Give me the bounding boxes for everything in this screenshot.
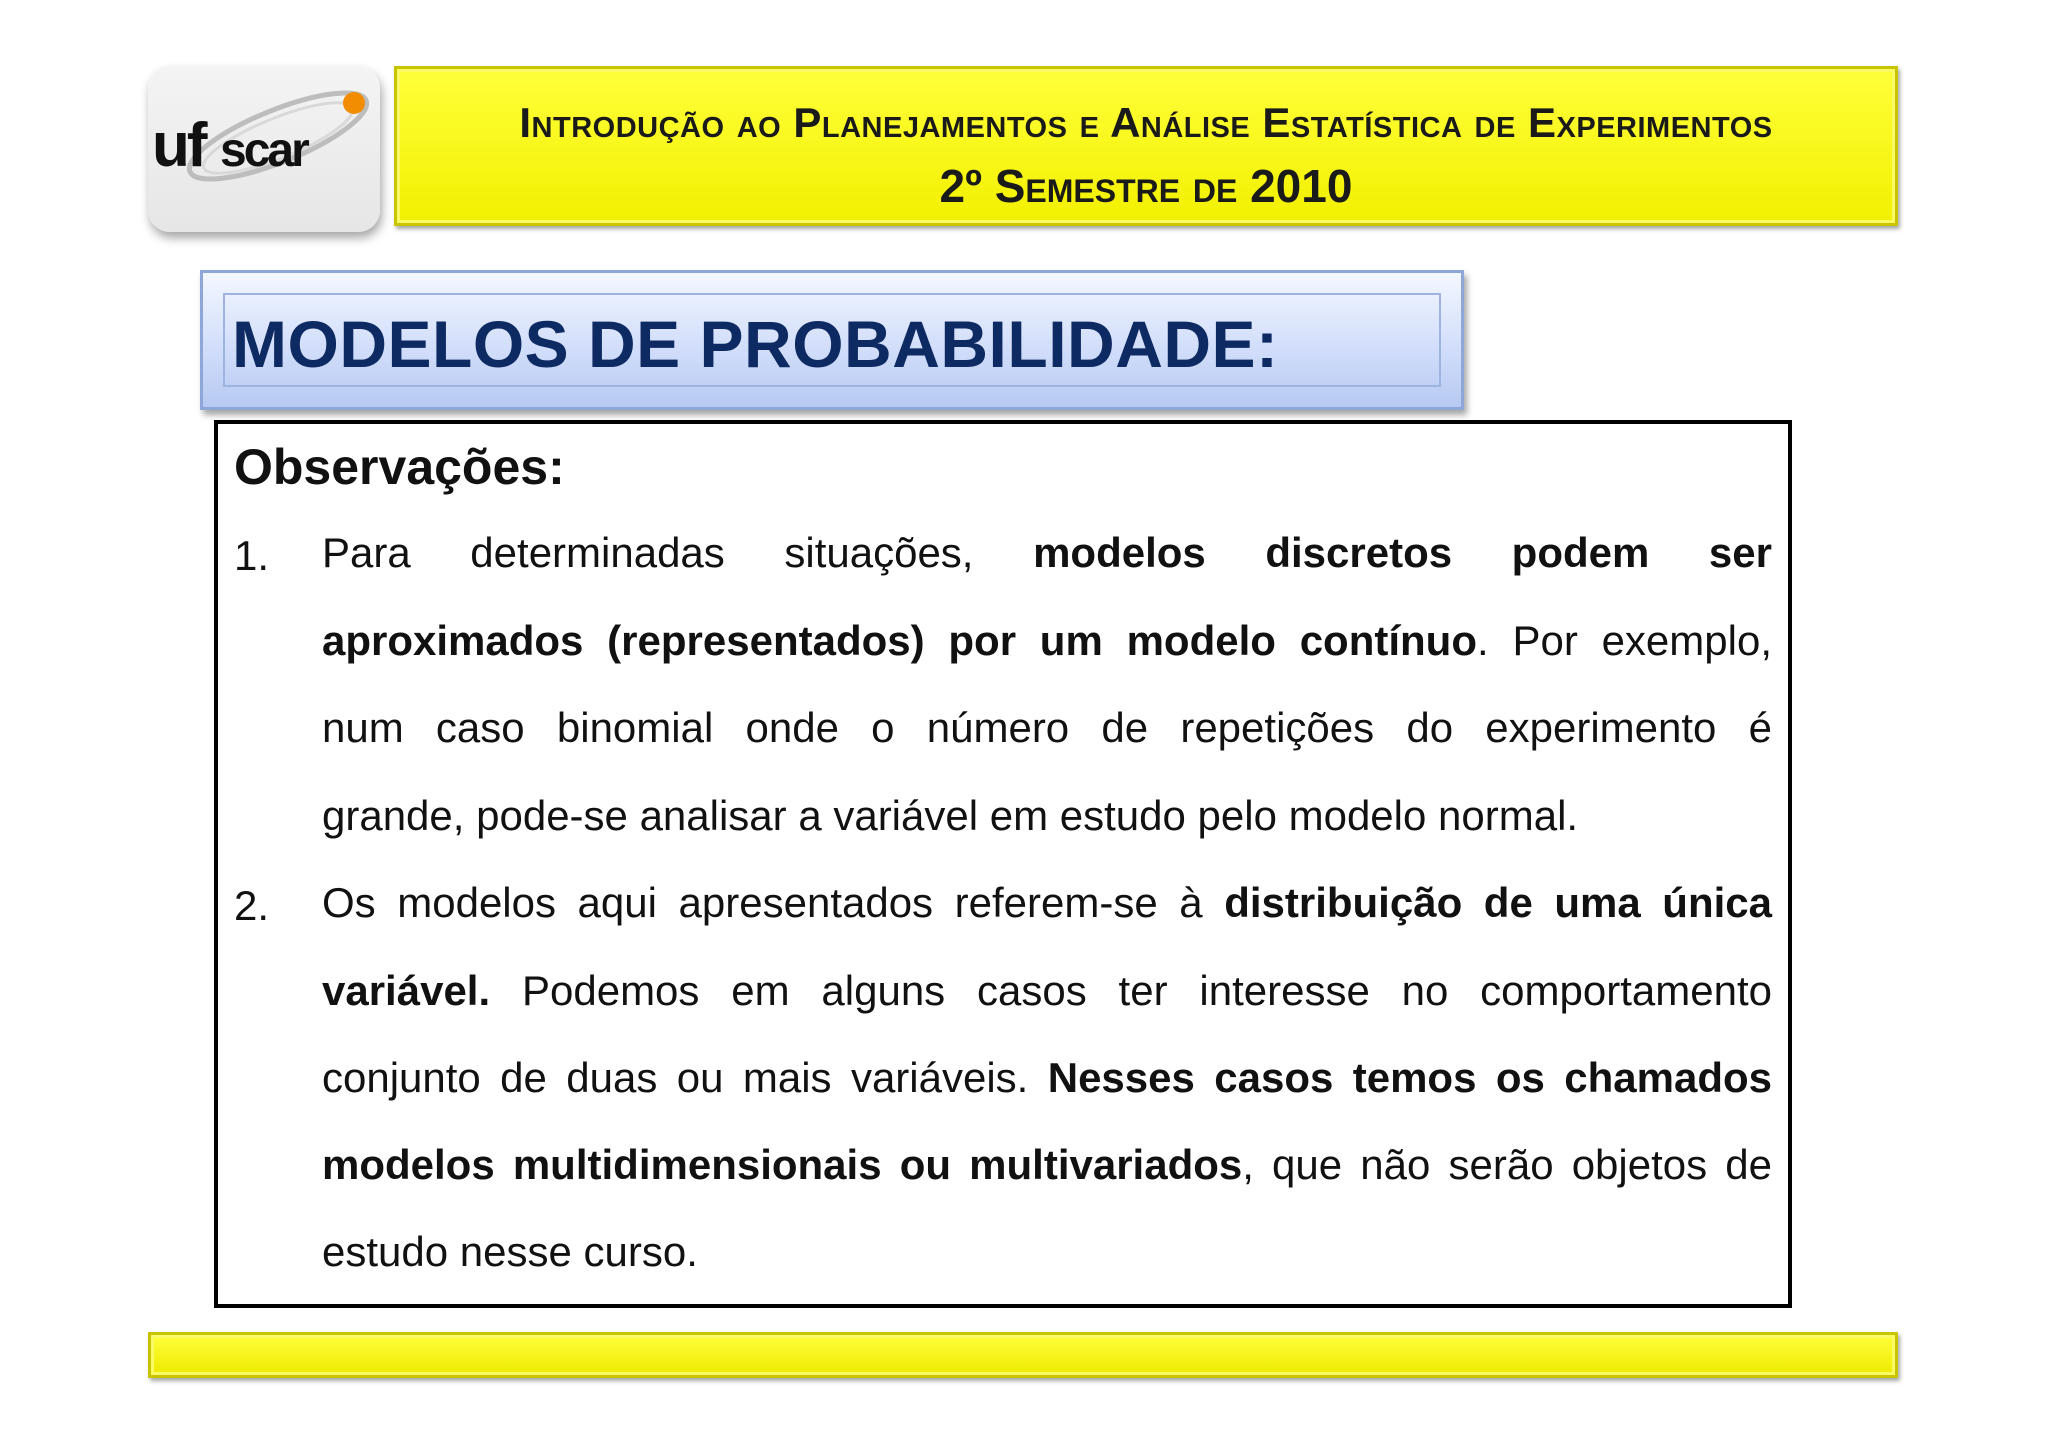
text-run: grande, pode-se analisar a variável em estudo pelo modelo normal. — [322, 792, 1579, 839]
text-run: Os modelos aqui apresentados referem-se à — [322, 879, 1225, 926]
text-run: Para determinadas situações, — [322, 529, 1034, 576]
list-item-line — [322, 967, 1772, 1014]
svg-text:scar: scar — [220, 124, 307, 177]
item-number: 2. — [234, 882, 270, 929]
bold-text-run: variável. — [322, 967, 491, 1014]
list-item-line — [322, 617, 1772, 664]
text-run: Podemos em alguns casos ter interesse no comportamento — [490, 967, 1772, 1014]
page-title: MODELOS DE PROBABILIDADE: — [232, 307, 1279, 381]
footer-bar — [148, 1332, 1898, 1378]
list-item-line — [322, 879, 1773, 926]
logo-orange-dot — [343, 92, 365, 114]
text-run: estudo nesse curso. — [322, 1228, 698, 1275]
observations-heading: Observações: — [234, 439, 565, 495]
bold-text-run: Nesses casos temos os chamados — [1047, 1054, 1772, 1101]
svg-text:uf: uf — [152, 111, 205, 180]
bold-text-run: aproximados (representados) por um modelo contínuo — [322, 617, 1477, 664]
bold-text-run: distribuição de uma única — [1224, 879, 1773, 926]
course-title: Introdução ao Planejamentos e Análise Estatística de Experimentos — [519, 99, 1773, 146]
text-run: , que não serão objetos de — [1242, 1141, 1772, 1188]
list-item-line — [322, 1141, 1772, 1188]
list-item-line — [322, 792, 1772, 839]
header-banner — [394, 66, 1898, 226]
list-item-line — [322, 1228, 1772, 1275]
text-run: num caso binomial onde o número de repetições do experimento é — [322, 704, 1772, 751]
list-item-line — [322, 1054, 1772, 1101]
ufscar-logo — [148, 66, 380, 232]
text-run: . Por exemplo, — [1477, 617, 1772, 664]
bold-text-run: modelos discretos podem ser — [1033, 529, 1772, 576]
item-number: 1. — [234, 532, 270, 579]
list-item-line — [322, 704, 1772, 751]
ufscar-logo-graphic — [148, 66, 380, 232]
semester-label: 2º Semestre de 2010 — [939, 160, 1353, 212]
list-item-line — [322, 529, 1772, 576]
text-run: conjunto de duas ou mais variáveis. — [322, 1054, 1048, 1101]
bold-text-run: modelos multidimensionais ou multivariados — [322, 1141, 1243, 1188]
